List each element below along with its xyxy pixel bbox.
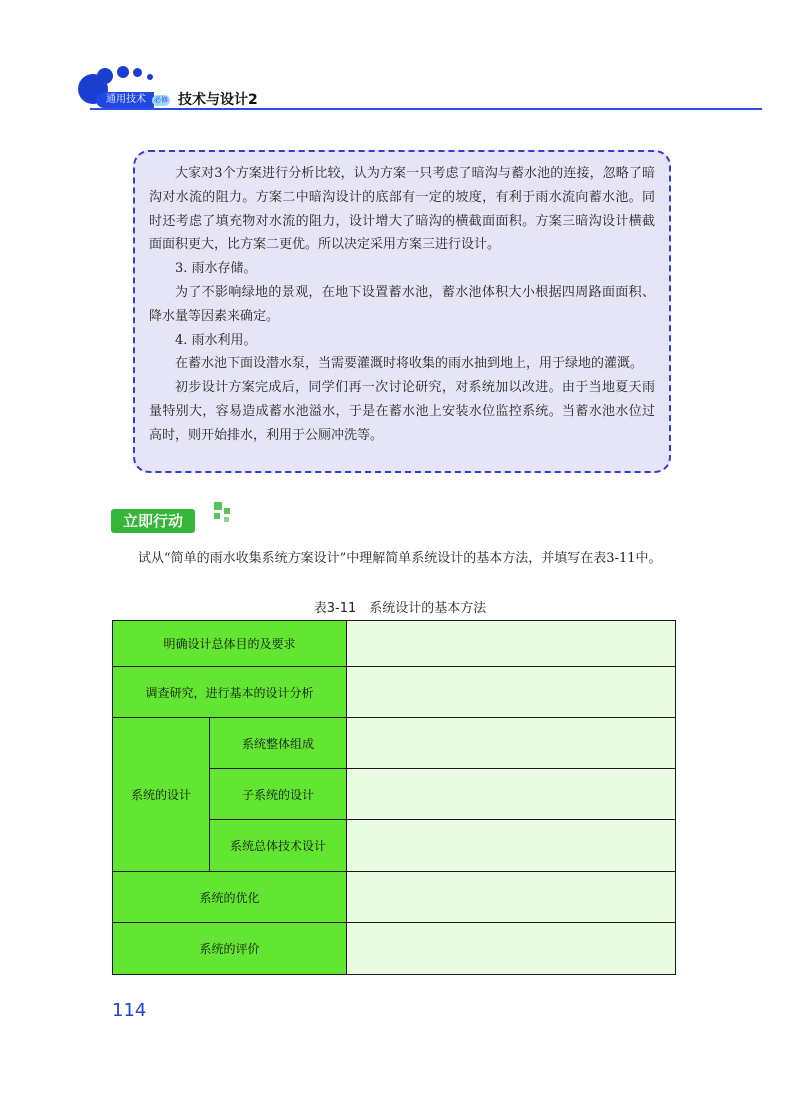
action-section-title: 立即行动 bbox=[111, 509, 195, 533]
header-divider bbox=[90, 108, 762, 110]
sub-label-technical: 系统总体技术设计 bbox=[210, 820, 347, 872]
sub-label-subsystem: 子系统的设计 bbox=[210, 769, 347, 820]
series-label: 通用技术 bbox=[96, 92, 154, 108]
note-paragraph: 初步设计方案完成后，同学们再一次讨论研究，对系统加以改进。由于当地夏天雨量特别大，容易造成蓄水池溢水，于是在蓄水池上安装水位监控系统。当蓄水池水位过高时，则开始排水，利用于公厕冲洗等。 bbox=[149, 380, 655, 443]
decor-square bbox=[214, 513, 220, 519]
decor-dot-medium bbox=[97, 68, 113, 84]
page-header bbox=[0, 0, 800, 120]
decor-square bbox=[214, 502, 222, 510]
decor-dot-small-2 bbox=[133, 68, 142, 77]
row-label-optimization: 系统的优化 bbox=[113, 872, 347, 923]
decor-square bbox=[224, 508, 230, 514]
answer-cell-research[interactable] bbox=[347, 667, 676, 718]
note-heading-storage: 3. 雨水存储。 bbox=[175, 261, 257, 277]
row-label-goal: 明确设计总体目的及要求 bbox=[113, 621, 347, 667]
note-paragraph: 在蓄水池下面设潜水泵，当需要灌溉时将收集的雨水抽到地上，用于绿地的灌溉。 bbox=[175, 356, 644, 372]
answer-cell-evaluation[interactable] bbox=[347, 923, 676, 975]
system-design-method-table bbox=[112, 620, 676, 975]
row-label-system-design: 系统的设计 bbox=[113, 718, 210, 872]
decor-square bbox=[224, 517, 229, 522]
discussion-note-box bbox=[133, 150, 671, 473]
answer-cell-composition[interactable] bbox=[347, 718, 676, 769]
answer-cell-subsystem[interactable] bbox=[347, 769, 676, 820]
decor-dot-small-1 bbox=[117, 66, 129, 78]
note-paragraph: 为了不影响绿地的景观，在地下设置蓄水池，蓄水池体积大小根据四周路面面积、降水量等因素来确定。 bbox=[149, 284, 655, 324]
note-paragraph: 大家对3个方案进行分析比较，认为方案一只考虑了暗沟与蓄水池的连接，忽略了暗沟对水流的阻力。方案二中暗沟设计的底部有一定的坡度，有利于雨水流向蓄水池。同时还考虑了填充物对水流的阻力，设计增大了暗沟的横截面面积。方案三暗沟设计横截面面积更大，比方案二更优。所以决定采用方案三进行设计。 bbox=[149, 166, 655, 253]
action-instructions: 试从“简单的雨水收集系统方案设计”中理解简单系统设计的基本方法，并填写在表3-11中。 bbox=[138, 551, 662, 566]
required-course-mark: 必修 bbox=[154, 96, 168, 104]
decor-dot-tiny bbox=[147, 74, 153, 80]
answer-cell-goal[interactable] bbox=[347, 621, 676, 667]
row-label-research: 调查研究，进行基本的设计分析 bbox=[113, 667, 347, 718]
page-number: 114 bbox=[112, 1000, 147, 1021]
table-caption: 表3-11 系统设计的基本方法 bbox=[313, 601, 487, 616]
note-heading-usage: 4. 雨水利用。 bbox=[175, 332, 257, 348]
answer-cell-optimization[interactable] bbox=[347, 872, 676, 923]
answer-cell-technical[interactable] bbox=[347, 820, 676, 872]
row-label-evaluation: 系统的评价 bbox=[113, 923, 347, 975]
book-title: 技术与设计2 bbox=[178, 92, 258, 108]
sub-label-composition: 系统整体组成 bbox=[210, 718, 347, 769]
